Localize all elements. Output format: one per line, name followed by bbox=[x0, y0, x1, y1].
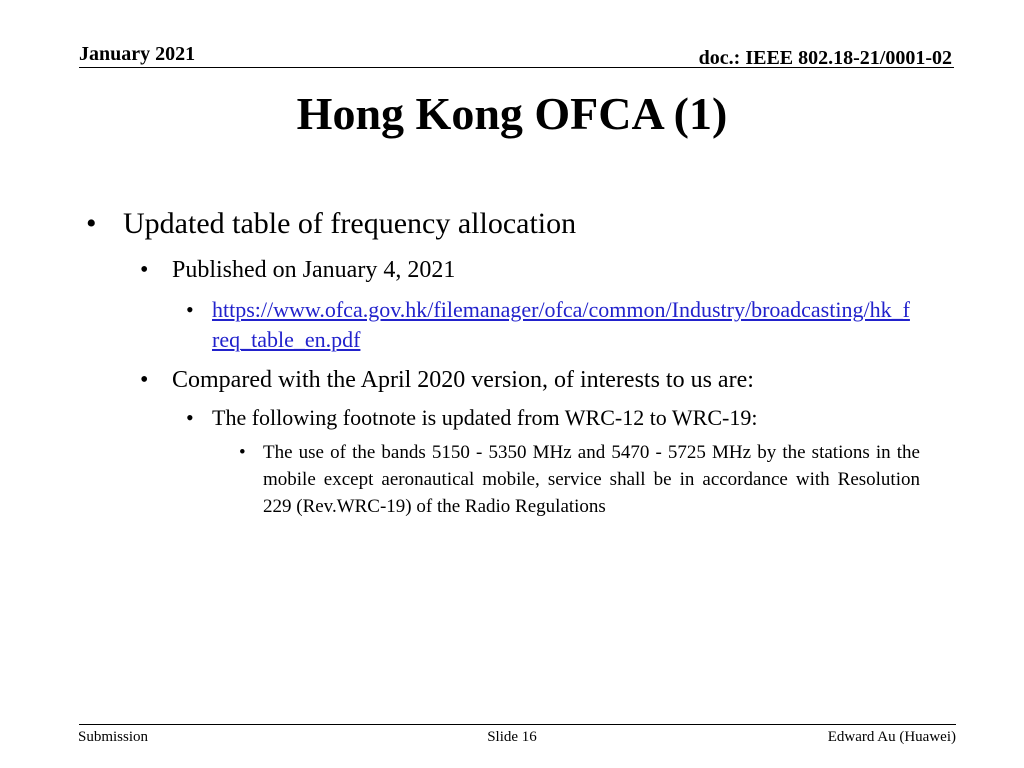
bullet-level-3 bbox=[186, 403, 916, 433]
footer-divider bbox=[79, 724, 956, 725]
bullet-dot-icon: • bbox=[140, 367, 149, 393]
bullet-level-1 bbox=[86, 204, 936, 244]
bullet-level-2 bbox=[140, 364, 940, 396]
bullet-text: The use of the bands 5150 - 5350 MHz and 5470 - 5725 MHz by the stations in the mobile except aeronautical mobile, service shall be in accordance with Resolution 229 (Rev.WRC-19) of the Radio Regulations bbox=[263, 442, 920, 517]
bullet-dot-icon: • bbox=[186, 297, 194, 322]
header-date: January 2021 bbox=[79, 43, 196, 65]
header-doc-id: doc.: IEEE 802.18-21/0001-02 bbox=[698, 47, 952, 69]
bullet-level-4 bbox=[239, 439, 920, 520]
bullet-text: Compared with the April 2020 version, of interests to us are: bbox=[172, 367, 754, 393]
footer-author: Edward Au (Huawei) bbox=[827, 729, 956, 745]
header-divider bbox=[79, 67, 954, 68]
bullet-dot-icon: • bbox=[140, 257, 149, 283]
bullet-dot-icon: • bbox=[186, 405, 194, 430]
bullet-text: The following footnote is updated from WRC-12 to WRC-19: bbox=[212, 405, 758, 430]
bullet-dot-icon: • bbox=[86, 207, 97, 240]
footer-submission: Submission bbox=[78, 729, 149, 745]
bullet-text: Published on January 4, 2021 bbox=[172, 257, 456, 283]
bullet-text: Updated table of frequency allocation bbox=[123, 207, 577, 240]
bullet-level-2 bbox=[140, 254, 940, 286]
bullet-level-3 bbox=[186, 295, 916, 355]
slide-title: Hong Kong OFCA (1) bbox=[296, 88, 728, 139]
bullet-dot-icon: • bbox=[239, 442, 246, 463]
frequency-table-link[interactable]: https://www.ofca.gov.hk/filemanager/ofca/common/Industry/broadcasting/hk_freq_table_en.pdf bbox=[212, 297, 910, 352]
footer-slide-number: Slide 16 bbox=[487, 729, 537, 745]
